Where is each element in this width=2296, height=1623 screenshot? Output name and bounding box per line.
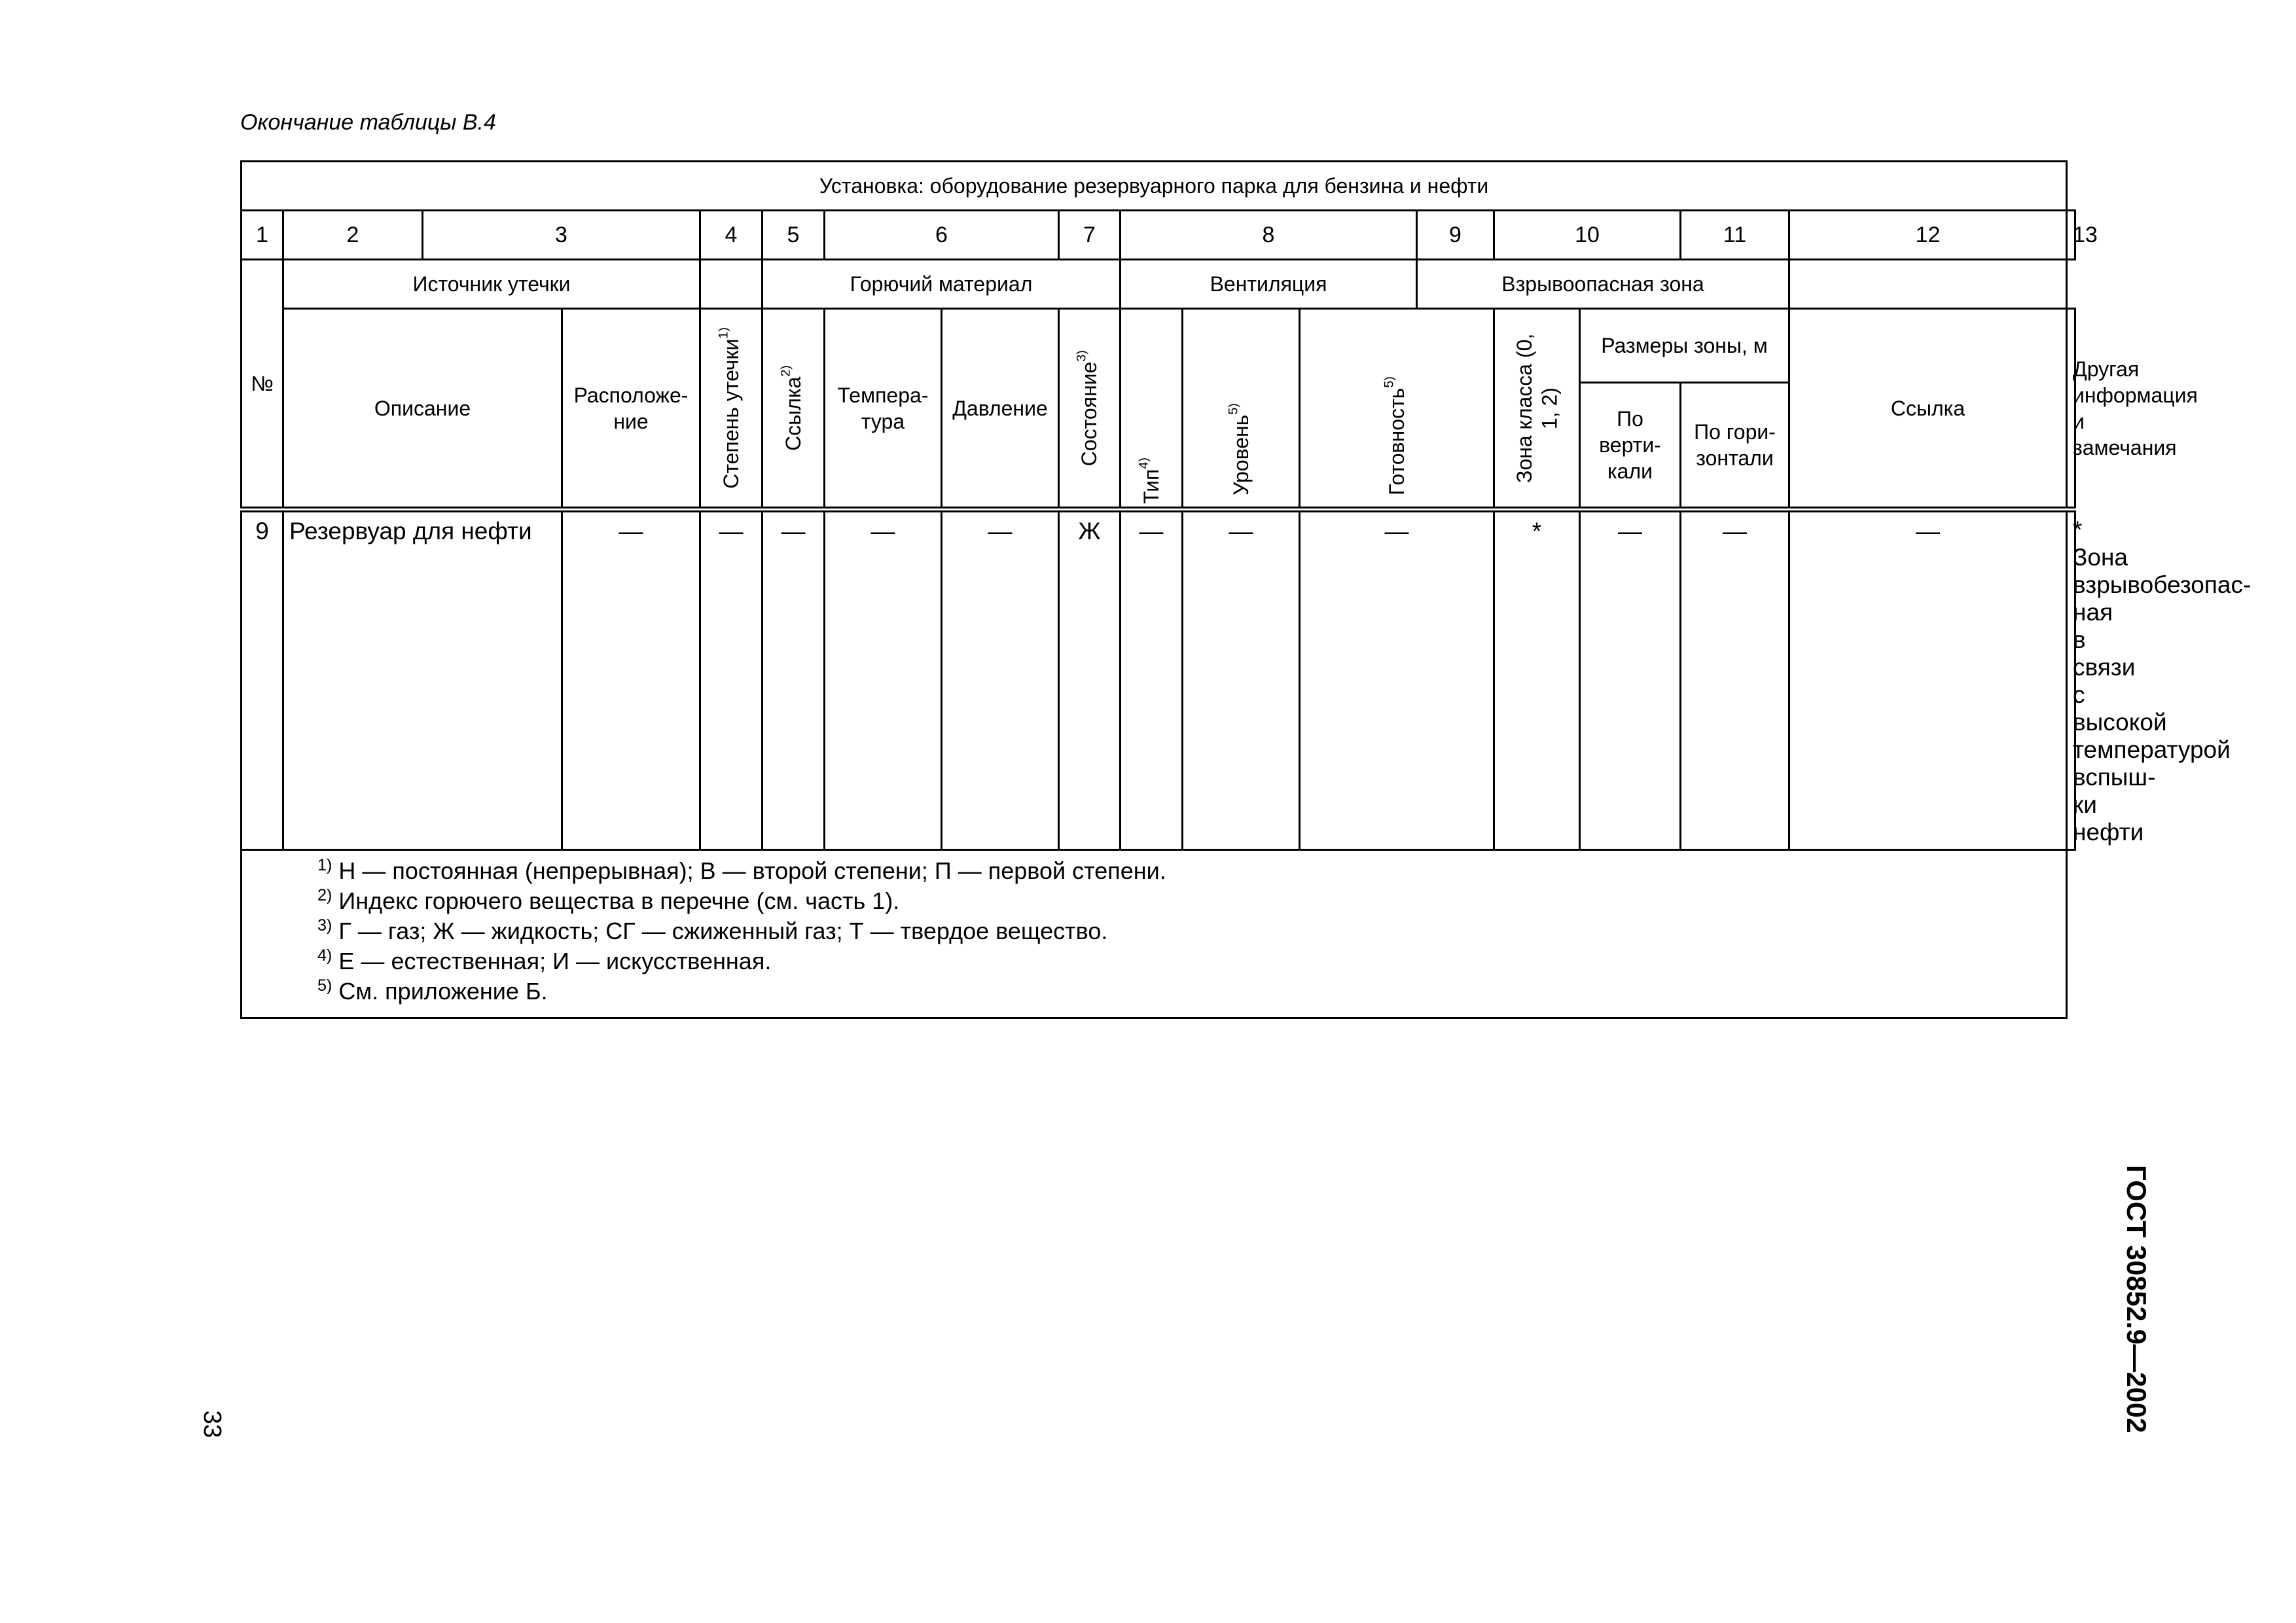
cell-state: Ж <box>1059 510 1121 850</box>
header-leak-source: Источник утечки <box>283 260 700 309</box>
header-state: Состояние$^{3)}$ <box>1059 309 1121 510</box>
cell-location: — <box>562 510 700 850</box>
col-number: 7 <box>1059 211 1121 260</box>
cell-pressure: — <box>942 510 1059 850</box>
header-flammable-material: Горючий материал <box>762 260 1121 309</box>
header-zone-class: Зона класса (0, 1, 2) <box>1494 309 1580 510</box>
col-number: 2 <box>283 211 423 260</box>
header-vent-readiness: Готовность$^{5)}$ <box>1300 309 1494 510</box>
header-horizontal: По гори- зонтали <box>1681 383 1789 510</box>
footnote: $^{5)}$ См. приложение Б. <box>317 976 548 1005</box>
col-number: 13 <box>2067 211 2075 260</box>
header-no: № <box>242 260 283 510</box>
cell-vertical: — <box>1580 510 1681 850</box>
col-number: 5 <box>762 211 825 260</box>
header-pressure: Давление <box>942 309 1059 510</box>
header-location: Расположе- ние <box>562 309 700 510</box>
header-empty <box>1789 260 2067 309</box>
col-number: 6 <box>825 211 1059 260</box>
cell-material-ref: — <box>762 510 825 850</box>
column-number-row <box>242 211 2075 260</box>
table-caption: Окончание таблицы В.4 <box>240 110 496 135</box>
cell-zone-class: * <box>1494 510 1580 850</box>
footnote: $^{2)}$ Индекс горючего вещества в перечне (см. часть 1). <box>317 886 900 914</box>
col-number: 11 <box>1681 211 1789 260</box>
header-empty <box>700 260 762 309</box>
col-number: 8 <box>1121 211 1417 260</box>
cell-temperature: — <box>825 510 942 850</box>
header-leak-degree: Степень утечки$^{1)}$ <box>700 309 762 510</box>
table-title-row <box>242 162 2075 211</box>
table-row <box>242 510 2075 850</box>
zone-classification-table <box>240 160 2251 1019</box>
header-ventilation: Вентиляция <box>1121 260 1417 309</box>
col-number: 9 <box>1417 211 1494 260</box>
footnote: $^{1)}$ Н — постоянная (непрерывная); В — второй степени; П — первой степени. <box>317 856 1166 884</box>
header-temperature: Темпера- тура <box>825 309 942 510</box>
header-hazard-zone: Взрывоопасная зона <box>1417 260 1789 309</box>
cell-other-info: * Зона взрывобезопас-ная в связи с высокой температурой вспыш-ки нефти <box>2067 510 2075 850</box>
page-number: 33 <box>198 1410 226 1438</box>
col-number: 10 <box>1494 211 1681 260</box>
group-header-row <box>242 260 2075 309</box>
header-vent-level: Уровень$^{5)}$ <box>1183 309 1300 510</box>
cell-vent-readiness: — <box>1300 510 1494 850</box>
installation-title: Установка: оборудование резервуарного парка для бензина и нефти <box>242 162 2067 211</box>
cell-no: 9 <box>242 510 283 850</box>
footnote: $^{4)}$ Е — естественная; И — искусственная. <box>317 946 772 974</box>
footnote: $^{3)}$ Г — газ; Ж — жидкость; СГ — сжиженный газ; Т — твердое вещество. <box>317 916 1108 944</box>
table-notes <box>242 850 2067 1018</box>
col-number: 3 <box>423 211 700 260</box>
col-number: 12 <box>1789 211 2067 260</box>
header-description: Описание <box>283 309 562 510</box>
header-material-ref: Ссылка$^{2)}$ <box>762 309 825 510</box>
cell-vent-type: — <box>1121 510 1183 850</box>
subheader-row <box>242 309 2075 383</box>
cell-zone-ref: — <box>1789 510 2067 850</box>
notes-row <box>242 850 2075 1018</box>
header-vent-type: Тип$^{4)}$ <box>1121 309 1183 510</box>
header-zone-size: Размеры зоны, м <box>1580 309 1789 383</box>
header-other-info: Другая информация и замечания <box>2067 309 2075 510</box>
col-number: 4 <box>700 211 762 260</box>
cell-leak-degree: — <box>700 510 762 850</box>
standard-designation: ГОСТ 30852.9—2002 <box>2121 1165 2152 1433</box>
cell-horizontal: — <box>1681 510 1789 850</box>
cell-vent-level: — <box>1183 510 1300 850</box>
col-number: 1 <box>242 211 283 260</box>
cell-description: Резервуар для нефти <box>283 510 562 850</box>
header-vertical: По верти- кали <box>1580 383 1681 510</box>
header-zone-ref: Ссылка <box>1789 309 2067 510</box>
